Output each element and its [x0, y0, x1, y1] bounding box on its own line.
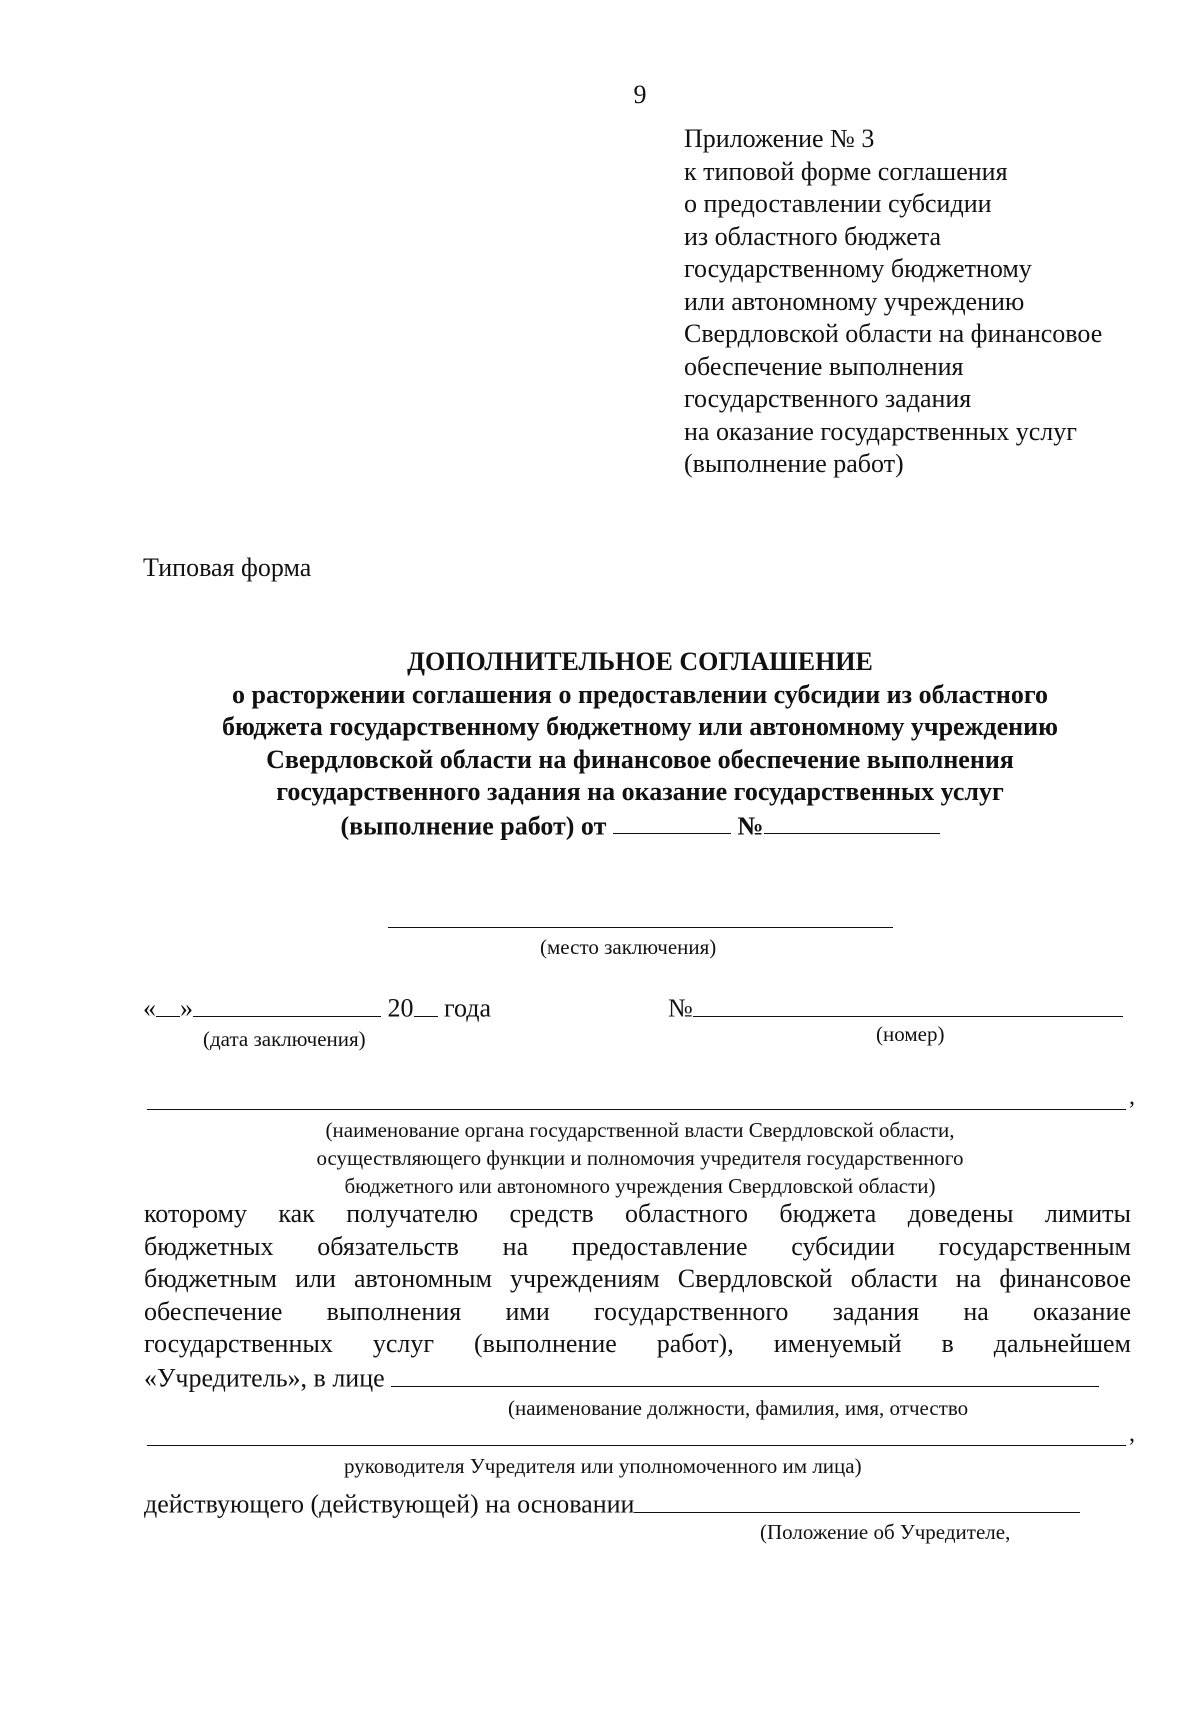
appendix-line: обеспечение выполнения — [684, 351, 964, 381]
date-caption: (дата заключения) — [203, 1027, 366, 1051]
appendix-line: (выполнение работ) — [684, 449, 904, 478]
representative-field-line-2[interactable] — [147, 1445, 1126, 1446]
representative-row — [144, 1361, 1099, 1394]
title-line: Свердловской области на финансовое обеспечение выполнения — [266, 744, 1014, 774]
appendix-line: о предоставлении субсидии — [684, 189, 992, 218]
representative-caption: (наименование должности, фамилия, имя, отчество — [508, 1396, 969, 1420]
appendix-heading — [684, 123, 1102, 481]
year-prefix: 20 — [387, 993, 414, 1023]
year-field[interactable] — [414, 991, 438, 1017]
appendix-line: государственного задания — [684, 384, 972, 413]
page-number: 9 — [633, 80, 647, 109]
organ-caption — [0, 1116, 1200, 1200]
date-row — [143, 991, 491, 1024]
organ-caption-line: (наименование органа государственной власти Свердловской области, — [325, 1118, 955, 1142]
body-line: обеспечение выполнения ими государственного задания на оказание — [144, 1296, 1131, 1326]
appendix-line: или автономному учреждению — [684, 286, 1025, 316]
representative-field[interactable] — [391, 1361, 1099, 1387]
title-last-line-prefix: (выполнение работ) от — [340, 811, 607, 841]
title-number-sign: № — [737, 811, 764, 841]
appendix-line: государственному бюджетному — [684, 254, 1032, 283]
document-title — [0, 646, 1200, 843]
body-line: бюджетным или автономным учреждениям Свердловской области на финансовое — [144, 1264, 1131, 1293]
title-line: бюджета государственному бюджетному или автономному учреждению — [222, 712, 1058, 741]
appendix-line: Приложение № 3 — [684, 124, 875, 153]
month-field[interactable] — [193, 991, 381, 1017]
basis-prefix: действующего (действующей) на основании — [144, 1489, 635, 1519]
year-suffix: года — [444, 993, 492, 1023]
basis-field[interactable] — [634, 1487, 1080, 1513]
appendix-line: из областного бюджета — [684, 221, 942, 251]
representative-caption-2: руководителя Учредителя или уполномоченного им лица) — [344, 1454, 862, 1478]
organ-caption-line: бюджетного или автономного учреждения Свердловской области) — [344, 1174, 936, 1198]
number-caption: (номер) — [876, 1022, 945, 1046]
body-paragraph — [144, 1198, 1131, 1361]
basis-caption: (Положение об Учредителе, — [760, 1520, 1011, 1544]
title-line: ДОПОЛНИТЕЛЬНОЕ СОГЛАШЕНИЕ — [407, 647, 873, 676]
form-type-label: Типовая форма — [143, 553, 312, 582]
representative-comma: , — [1129, 1421, 1135, 1447]
number-row — [668, 991, 1123, 1024]
representative-prefix: «Учредитель», в лице — [144, 1363, 385, 1393]
agreement-number-field[interactable] — [764, 809, 940, 835]
organ-comma: , — [1129, 1084, 1135, 1110]
body-line: которому как получателю средств областного бюджета доведены лимиты — [144, 1199, 1131, 1228]
title-line: о расторжении соглашения о предоставлении субсидии из областного — [231, 679, 1048, 709]
date-quote-close: » — [180, 993, 193, 1023]
place-caption: (место заключения) — [540, 935, 717, 959]
title-last-line — [0, 809, 1200, 843]
date-quote-open: « — [143, 993, 156, 1023]
title-line: государственного задания на оказание государственных услуг — [276, 777, 1004, 806]
number-field[interactable] — [693, 991, 1123, 1017]
organ-caption-line: осуществляющего функции и полномочия учредителя государственного — [316, 1146, 964, 1170]
place-field-line[interactable] — [388, 927, 893, 928]
number-sign: № — [668, 993, 693, 1023]
appendix-line: к типовой форме соглашения — [684, 156, 1008, 186]
day-field[interactable] — [156, 991, 180, 1017]
body-line: бюджетных обязательств на предоставление субсидии государственным — [144, 1231, 1131, 1261]
basis-row — [144, 1487, 1080, 1520]
appendix-line: на оказание государственных услуг — [684, 416, 1077, 446]
agreement-date-field[interactable] — [613, 809, 731, 835]
organ-name-field-line[interactable] — [147, 1109, 1126, 1110]
appendix-line: Свердловской области на финансовое — [684, 319, 1103, 348]
body-line: государственных услуг (выполнение работ), именуемый в дальнейшем — [144, 1329, 1131, 1358]
